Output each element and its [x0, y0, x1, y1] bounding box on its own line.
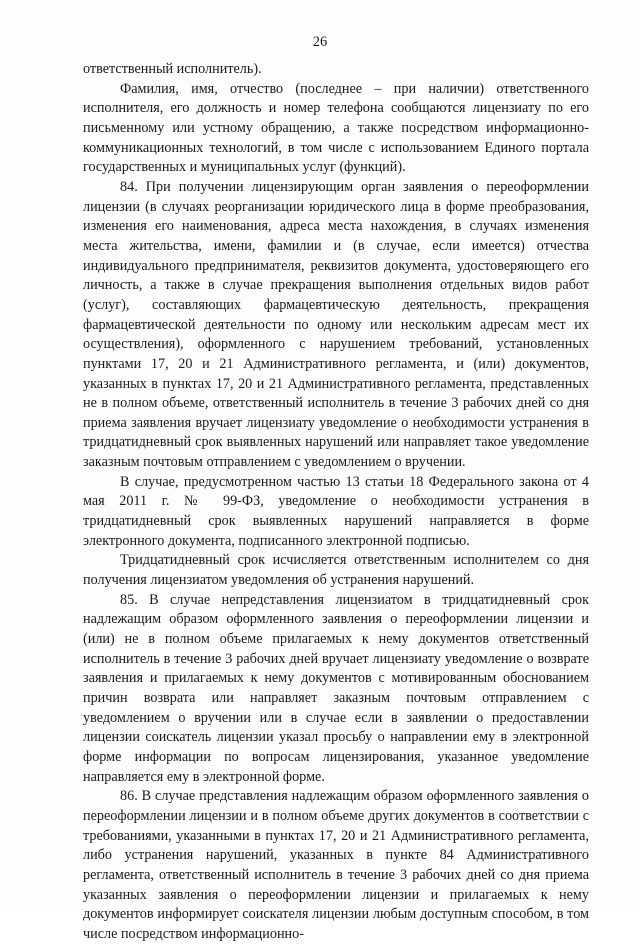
- paragraph-electronic-notice: В случае, предусмотренном частью 13 статьи 18 Федерального закона от 4 мая 2011 г. № 99-ФЗ, уведомление о необходимости устранения в тридцатидневный срок выявленных нарушений направляется в форме электронного документа, подписанного электронной подписью.: [83, 473, 589, 549]
- document-body: [83, 60, 589, 945]
- page-number: 26: [312, 34, 328, 50]
- paragraph-executor-info: Фамилия, имя, отчество (последнее – при наличии) ответственного исполнителя, его должность и номер телефона сообщаются лицензиату по его письменному или устному обращению, а также посредством информационно-коммуникационных технологий, в том числе с использованием Единого портала государственных и муниципальных услуг (функций).: [83, 80, 589, 176]
- paragraph-item-85: 85. В случае непредставления лицензиатом в тридцатидневный срок надлежащим образом оформленного заявления о переоформлении лицензии и (или) не в полном объеме прилагаемых к нему документов ответственный исполнитель в течение 3 рабочих дней вручает лицензиату уведомление о возврате заявления и прилагаемых к нему документов с мотивированным обоснованием причин возврата или направляет заказным почтовым отправлением с уведомлением о вручении или в случае если в заявлении о предоставлении лицензии соискатель лицензии указал просьбу о направлении ему в электронной форме информации по вопросам лицензирования, указанное уведомление направляется ему в электронной форме.: [83, 591, 589, 785]
- paragraph-item-84: 84. При получении лицензирующим орган заявления о переоформлении лицензии (в случаях реорганизации юридического лица в форме преобразования, изменения его наименования, адреса места нахождения, в случаях изменения места жительства, имени, фамилии и (в случае, если имеется) отчества индивидуального предпринимателя, реквизитов документа, удостоверяющего его личность, а также в случае прекращения выполнения отдельных видов работ (услуг), составляющих фармацевтическую деятельность, прекращения фармацевтической деятельности по одному или нескольким адресам мест их осуществления), оформленного с нарушением требований, установленных пунктами 17, 20 и 21 Административного регламента, и (или) документов, указанных в пунктах 17, 20 и 21 Административного регламента, представленных не в полном объеме, ответственный исполнитель в течение 3 рабочих дней со дня приема заявления вручает лицензиату уведомление о необходимости устранения в тридцатидневный срок выявленных нарушений или направляет такое уведомление заказным почтовым отправлением с уведомлением о вручении.: [83, 178, 589, 471]
- paragraph-thirty-day-term: Тридцатидневный срок исчисляется ответственным исполнителем со дня получения лицензиатом уведомления об устранения нарушений.: [83, 552, 589, 589]
- paragraph-item-86: 86. В случае представления надлежащим образом оформленного заявления о переоформлении лицензии и в полном объеме других документов в соответствии с требованиями, указанными в пунктах 17, 20 и 21 Административного регламента, либо устранения нарушений, указанных в пункте 84 Административного регламента, ответственный исполнитель в течение 3 рабочих дней со дня приема указанных заявления о переоформлении лицензии и прилагаемых к нему документов информирует соискателя лицензии любым доступным способом, в том числе посредством информационно-: [83, 788, 589, 942]
- paragraph-continuation: ответственный исполнитель).: [83, 61, 262, 77]
